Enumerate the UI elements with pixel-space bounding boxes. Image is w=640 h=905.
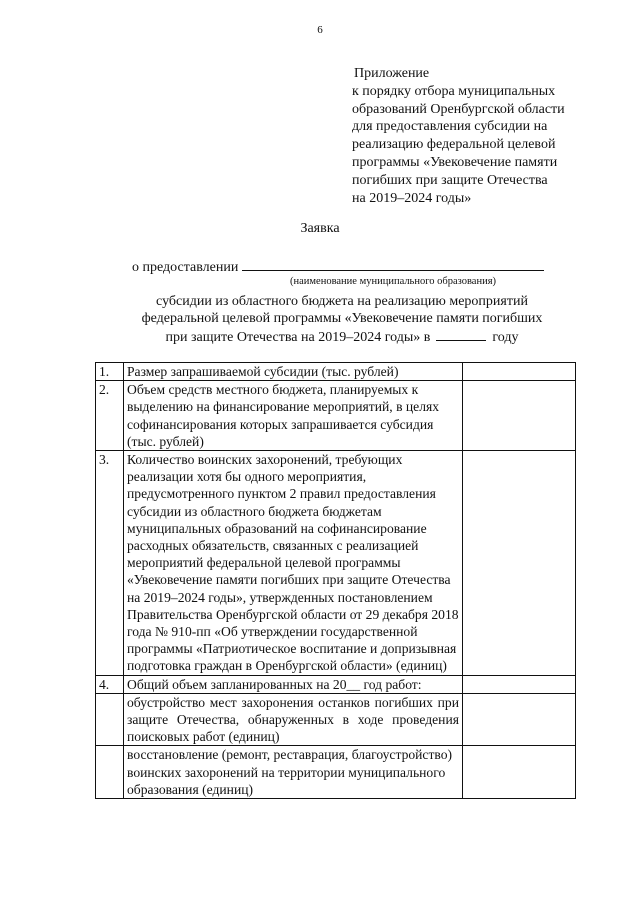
appendix-block [352, 65, 612, 207]
intro-last-suffix: году [492, 329, 519, 345]
appendix-line: к порядку отбора муниципальных [352, 83, 556, 99]
year-blank-field[interactable] [436, 328, 486, 341]
row-value-cell[interactable] [463, 381, 576, 451]
row-number: 3. [96, 451, 124, 676]
request-line [132, 258, 544, 276]
row-description: Количество воинских захоронений, требующих реализации хотя бы одного мероприятия, предусмотренного пунктом 2 правил предоставления субсидии из областного бюджета бюджетам муниципальных образований на софинансирование расходных обязательств, связанных с реализацией мероприятий федеральной целевой программы «Увековечение памяти погибших при защите Отечества на 2019–2024 годы», утвержденных постановлением Правительства Оренбургской области от 29 декабря 2018 года № 910-пп «Об утверждении государственной программы «Патриотическое воспитание и допризывная подготовка граждан в Оренбургской области» (единиц) [124, 451, 463, 676]
row-number [96, 693, 124, 746]
appendix-line: для предоставления субсидии на [352, 119, 548, 135]
appendix-line: программы «Увековечение памяти [352, 154, 558, 170]
row-description: Размер запрашиваемой субсидии (тыс. рублей) [124, 363, 463, 381]
request-intro [112, 293, 572, 346]
appendix-line: на 2019–2024 годы» [352, 190, 472, 206]
row-value-cell[interactable] [463, 363, 576, 381]
request-prefix: о предоставлении [132, 260, 239, 275]
intro-last-prefix: при защите Отечества на 2019–2024 годы» в [165, 329, 431, 345]
municipality-blank-field[interactable] [242, 258, 544, 271]
row-number: 1. [96, 363, 124, 381]
row-number: 2. [96, 381, 124, 451]
row-number [96, 746, 124, 799]
table-row [96, 746, 576, 799]
row-description: восстановление (ремонт, реставрация, благоустройство) воинских захоронений на территории муниципального образования (единиц) [124, 746, 463, 799]
appendix-line: реализацию федеральной целевой [352, 137, 556, 153]
intro-line: субсидии из областного бюджета на реализацию мероприятий [156, 294, 528, 309]
appendix-line: погибших при защите Отечества [352, 172, 548, 188]
table-row [96, 451, 576, 676]
document-title: Заявка [300, 221, 340, 236]
row-value-cell[interactable] [463, 675, 576, 693]
row-description: Объем средств местного бюджета, планируемых к выделению на финансирование мероприятий, в целях софинансирования которых запрашивается субсидия (тыс. рублей) [124, 381, 463, 451]
row-value-cell[interactable] [463, 746, 576, 799]
table-row [96, 363, 576, 381]
row-value-cell[interactable] [463, 693, 576, 746]
appendix-heading: Приложение [354, 66, 430, 81]
table-row [96, 693, 576, 746]
municipality-hint: (наименование муниципального образования) [290, 276, 497, 287]
page-number: 6 [317, 24, 323, 36]
table-row [96, 675, 576, 693]
row-description: Общий объем запланированных на 20__ год работ: [124, 675, 463, 693]
appendix-line: образований Оренбургской области [352, 101, 565, 117]
row-value-cell[interactable] [463, 451, 576, 676]
row-number: 4. [96, 675, 124, 693]
request-table [95, 362, 576, 799]
table-row [96, 381, 576, 451]
intro-line-last [112, 328, 572, 346]
row-description: обустройство мест захоронения останков погибших при защите Отечества, обнаруженных в ходе проведения поисковых работ (единиц) [124, 693, 463, 746]
intro-line: федеральной целевой программы «Увековечение памяти погибших [141, 311, 543, 327]
